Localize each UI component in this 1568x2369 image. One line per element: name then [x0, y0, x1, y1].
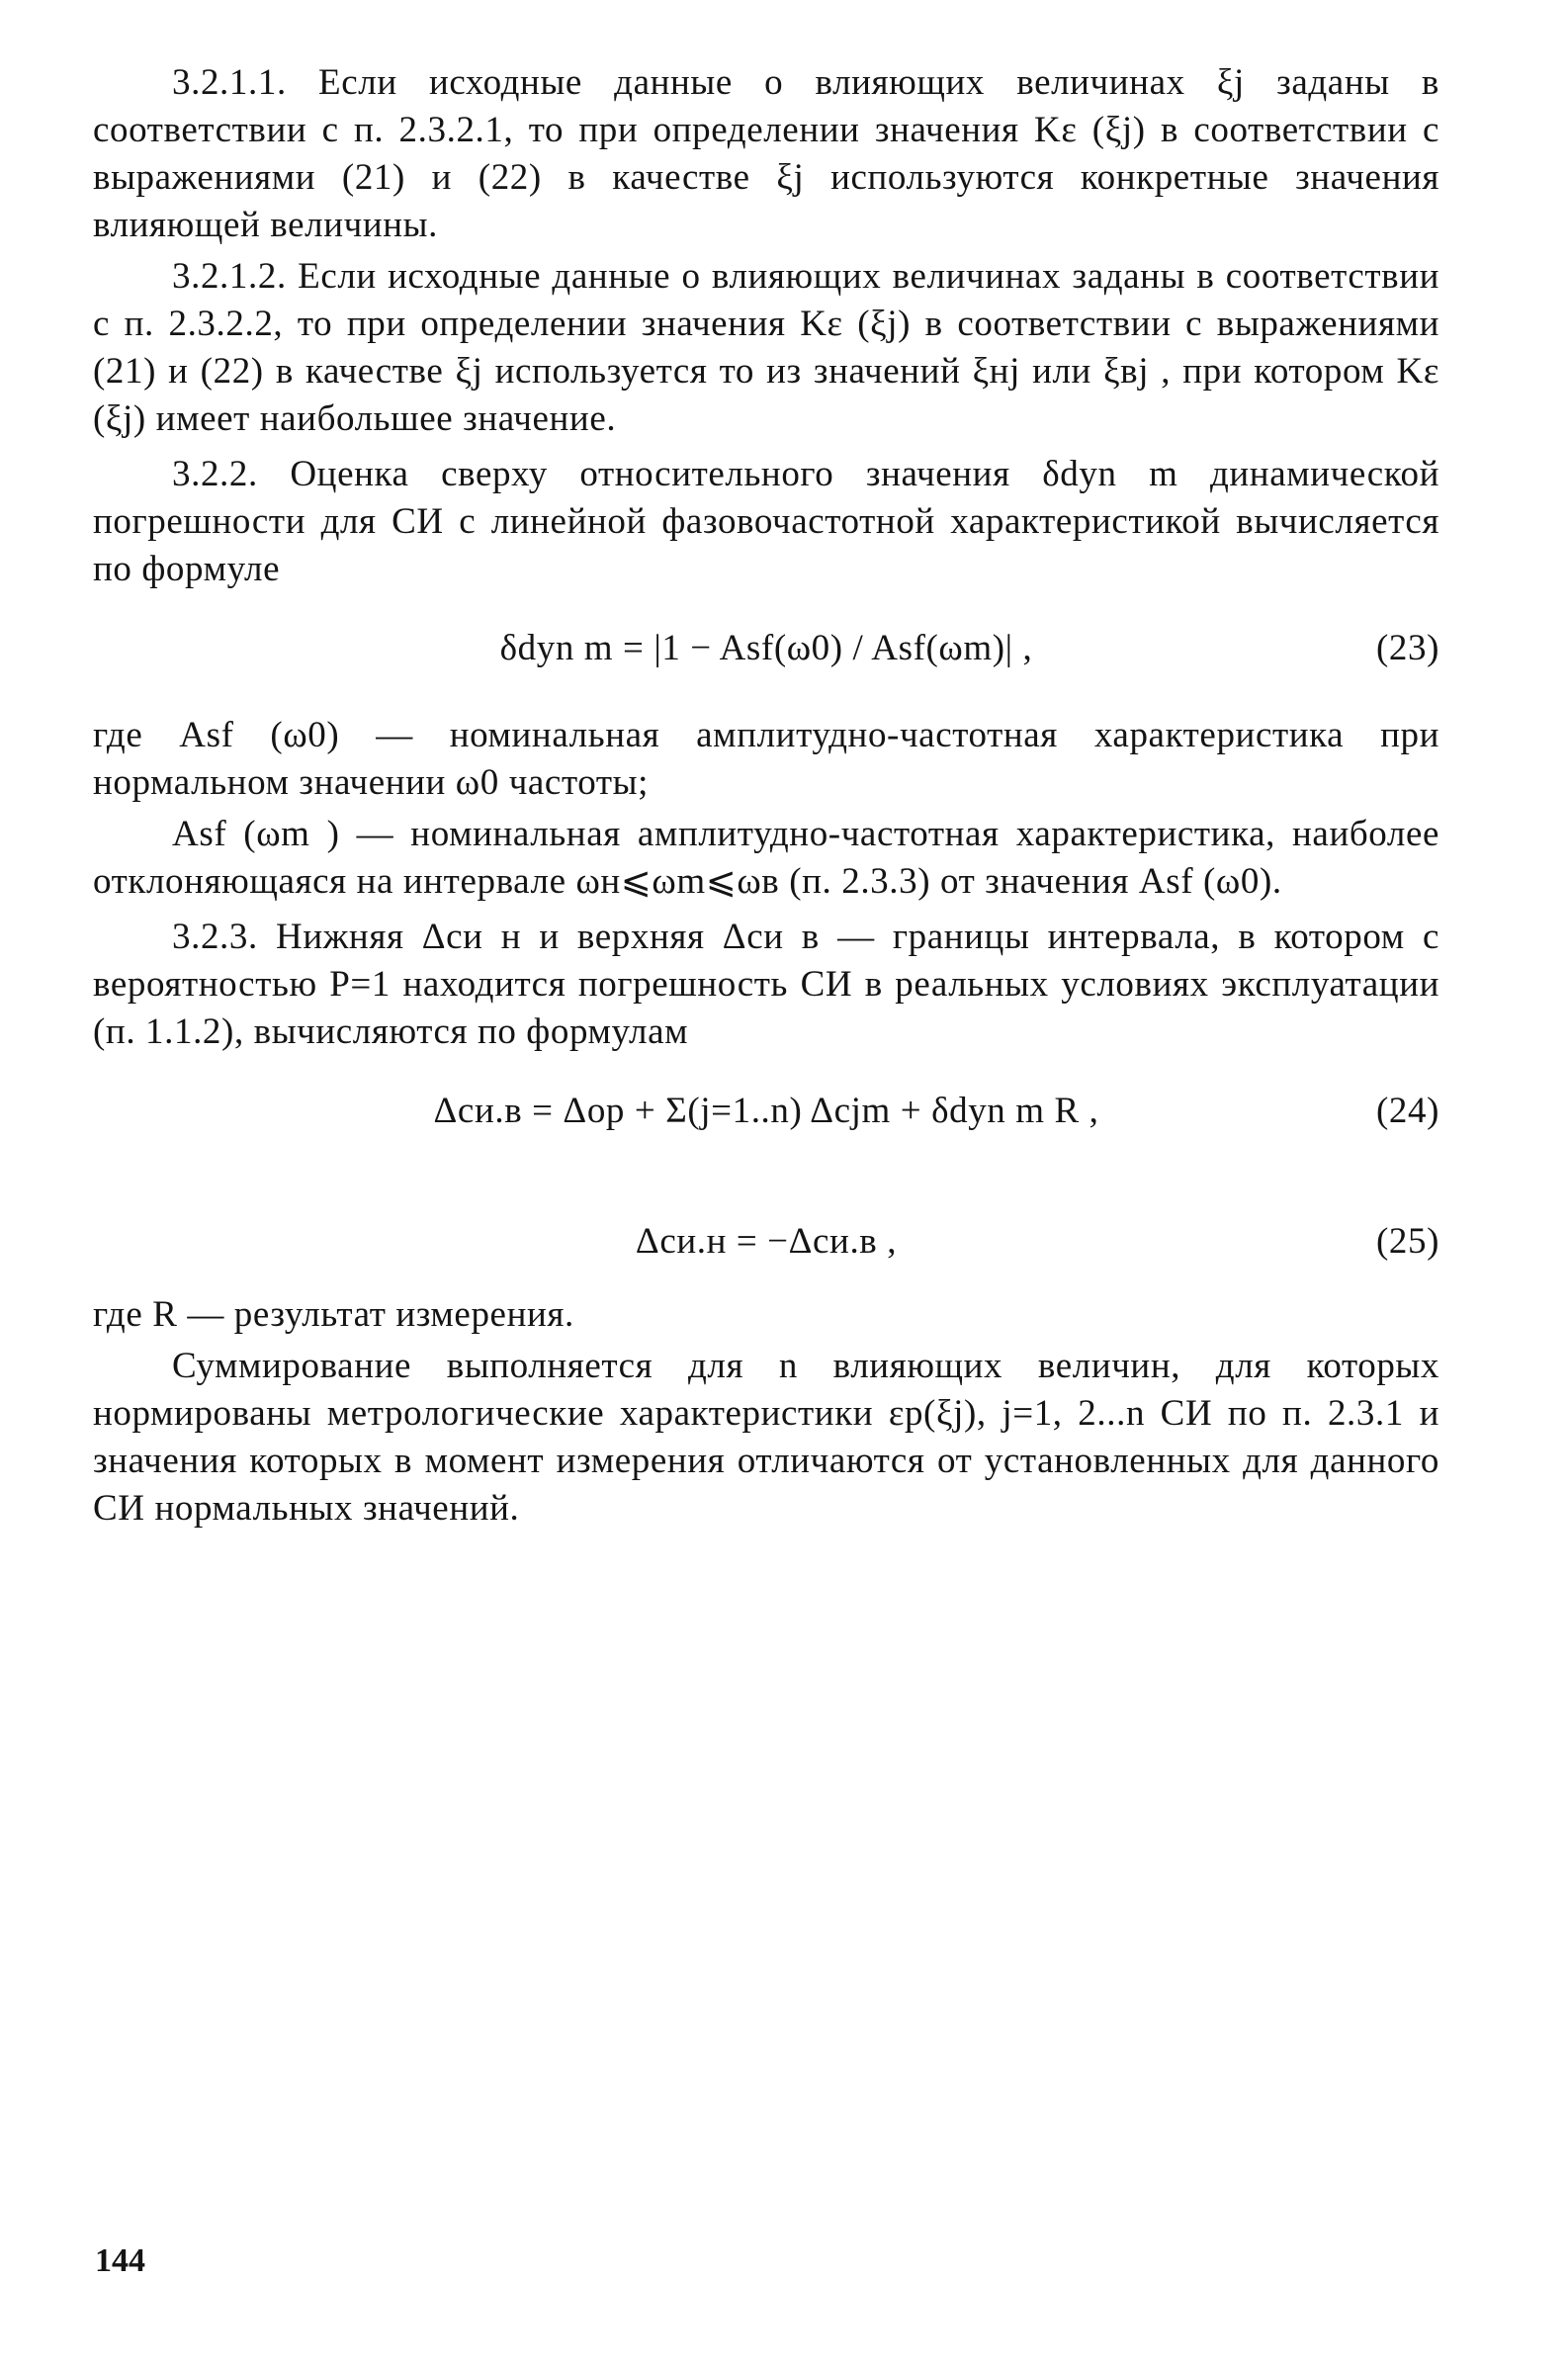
equation-23: [93, 603, 1439, 702]
paragraph-3-2-1-2: 3.2.1.2. Если исходные данные о влияющих величинах заданы в соответствии с п. 2.3.2.2, то при определении значения Kε (ξj) в соответствии с выражениями (21) и (22) в качестве ξj используется то из значений ξнj или ξвj , при котором Kε (ξj) имеет наибольшее значение.: [93, 256, 1439, 439]
paragraph-where-asf-w0: где Asf (ω0) — номинальная амплитудно-частотная характеристика при нормальном значении ω0 частоты;: [93, 715, 1439, 803]
equation-25-number: (25): [1375, 1221, 1439, 1262]
equation-23-number: (23): [1375, 628, 1439, 668]
page-number: 144: [95, 2242, 145, 2279]
equation-25: [93, 1204, 1439, 1281]
equation-24: [93, 1066, 1439, 1194]
paragraph-summation: Суммирование выполняется для n влияющих величин, для которых нормированы метрологические характеристики εp(ξj), j=1, 2...n СИ по п. 2.3.1 и значения которых в момент измерения отличаются от установленных для данного СИ нормальных значений.: [93, 1346, 1439, 1529]
paragraph-3-2-3: 3.2.3. Нижняя Δси н и верхняя Δси в — границы интервала, в котором с вероятностью P=1 находится погрешность СИ в реальных условиях эксплуатации (п. 1.1.2), вычисляются по формулам: [93, 917, 1439, 1052]
document-page: [93, 59, 1439, 1533]
paragraph-3-2-1-1: 3.2.1.1. Если исходные данные о влияющих величинах ξj заданы в соответствии с п. 2.3.2.1, то при определении значения Kε (ξj) в соответствии с выражениями (21) и (22) в качестве ξj используются конкретные значения влияющей величины.: [93, 62, 1439, 245]
equation-25-formula: Δси.н = −Δси.в ,: [635, 1221, 898, 1262]
equation-24-formula: Δси.в = Δор + Σ(j=1..n) Δcjm + δdyn m R ,: [433, 1091, 1099, 1131]
equation-24-number: (24): [1375, 1091, 1439, 1131]
paragraph-asf-wm: Asf (ωm ) — номинальная амплитудно-частотная характеристика, наиболее отклоняющаяся на интервале ωн⩽ωm⩽ωв (п. 2.3.3) от значения Asf (ω0).: [93, 814, 1439, 902]
equation-23-formula: δdyn m = |1 − Asf(ω0) / Asf(ωm)| ,: [499, 628, 1033, 668]
paragraph-where-r: где R — результат измерения.: [93, 1294, 574, 1335]
paragraph-3-2-2: 3.2.2. Оценка сверху относительного значения δdyn m динамической погрешности для СИ с линейной фазовочастотной характеристикой вычисляется по формуле: [93, 454, 1439, 589]
